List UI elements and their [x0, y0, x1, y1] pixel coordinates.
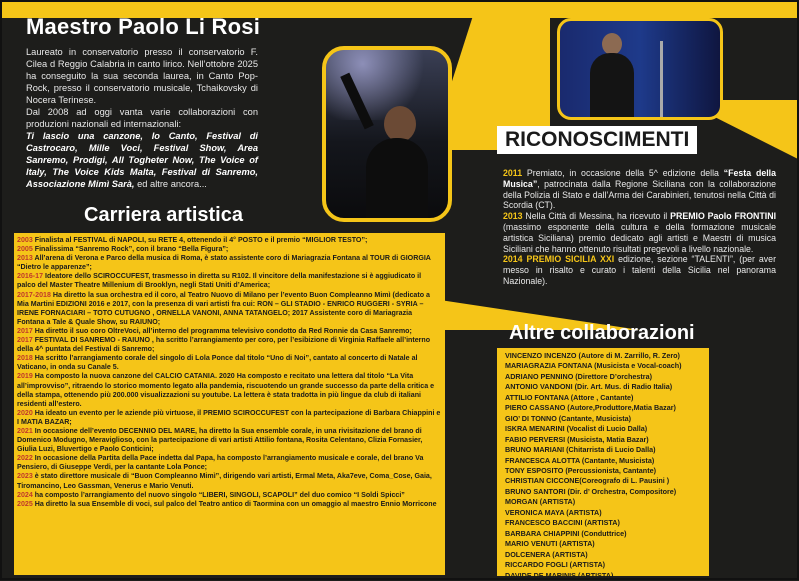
award-text: Nella Città di Messina, ha ricevuto il [522, 211, 671, 222]
award-year: 2014 [503, 254, 523, 265]
collaboration-item: CHRISTIAN CICCONE(Coreografo di L. Pausini ) [505, 476, 670, 486]
carriera-year: 2021 [17, 426, 33, 435]
bio-highlight: Ti lascio una canzone, Io Canto, Festival di Castrocaro, Mille Voci, Festival Show, Area Sanremo, Prodigi, All Togheter Now, The Voice of Italy, The Voice Kids Malta, Festival di Sanremo, Associazione Mimì Sarà, [26, 131, 258, 189]
award-text: edizione, sezione “TALENTI”, (per aver messo in risalto e curato i talenti della Sicilia nel panorama Nazionale). [503, 254, 776, 286]
award-year: 2011 [503, 168, 523, 178]
collaboration-item: ADRIANO PENNINO (Direttore D’orchestra) [505, 371, 652, 381]
collaboration-item: BRUNO SANTORI (Dir. d’ Orchestra, Compositore) [505, 486, 677, 496]
carriera-year: 2016-17 [17, 272, 44, 281]
carriera-entry [17, 291, 441, 327]
riconoscimenti-title: RICONOSCIMENTI [497, 126, 697, 154]
collaboration-item: DAVIDE DE MARINIS (ARTISTA) [505, 570, 614, 580]
carriera-year: 2020 [17, 408, 33, 417]
carriera-year: 2017 [17, 326, 33, 335]
award-text: Premiato, in occasione della 5^ edizione della [522, 168, 724, 178]
biography [26, 46, 258, 190]
award-entry [503, 211, 776, 254]
collaboration-item: MORGAN (ARTISTA) [505, 497, 576, 507]
carriera-text: All’arena di Verona e Parco della musica di Roma, è stato assistente coro di Mariagrazia Fontana al TOUR di GIORGIA “Dietro le apparenze”; [17, 254, 431, 272]
page-title: Maestro Paolo Li Rosi [26, 14, 261, 39]
carriera-entry [17, 491, 441, 500]
carriera-title: Carriera artistica [84, 204, 243, 226]
altre-list [505, 351, 715, 581]
carriera-text: Ha ideato un evento per le aziende più virtuose, il PREMIO SCIROCCUFEST con la partecipazione di Barbara Chiappini e I MATIA BAZAR; [17, 408, 441, 426]
award-entry [503, 254, 776, 286]
carriera-text: Finalista al FESTIVAL di NAPOLI, su RETE 4, ottenendo il 4° POSTO e il premio “MIGLIOR TESTO”; [32, 236, 368, 244]
carriera-text: Ha diretto il suo coro OltreVoci, all’interno del programma televisivo condotto da Red Ronnie da Casa Sanremo; [32, 326, 412, 335]
collaboration-item: DOLCENERA (ARTISTA) [505, 549, 588, 559]
carriera-text: Ideatore dello SCIROCCUFEST, trasmesso in diretta su R102. Il vincitore della manifestazione si è aggiudicato il palco del Master Theatre Millenium di Brooklyn, negli Stati Uniti d’America; [17, 272, 422, 290]
collaboration-item: ANTONIO VANDONI (Dir. Art. Mus. di Radio Italia) [505, 382, 673, 392]
collaboration-item: MARIO VENUTI (ARTISTA) [505, 539, 595, 549]
award-text: , patrocinata dalla Regione Siciliana con la collaborazione della Polizia di Stato e dall’Arma dei Carabinieri, tenutosi nella Città di Scordia (CT). [503, 178, 776, 211]
collaboration-item: BRUNO MARIANI (Chitarrista di Lucio Dalla) [505, 445, 656, 455]
carriera-entry [17, 454, 441, 472]
award-name: PREMIO SICILIA XXI [522, 254, 615, 265]
carriera-year: 2018 [17, 354, 33, 363]
collaboration-item: FRANCESCA ALOTTA (Cantante, Musicista) [505, 455, 655, 465]
carriera-entry [17, 472, 441, 490]
carriera-text: In occasione della Partita della Pace indetta dal Papa, ha composto l’arrangiamento musicale e corale, del brano Va Pensiero, di Giuseppe Verdi, per la cantante Lola Ponce; [17, 454, 424, 472]
carriera-entry [17, 372, 441, 408]
collaboration-item: TONY ESPOSITO (Percussionista, Cantante) [505, 465, 656, 475]
carriera-year: 2019 [17, 372, 33, 381]
bio-paragraph-3 [26, 130, 258, 190]
carriera-entry [17, 327, 441, 336]
collaboration-item: GIO’ DI TONNO (Cantante, Musicista) [505, 413, 632, 423]
carriera-year: 2025 [17, 499, 33, 508]
carriera-year: 2013 [17, 254, 33, 263]
bio-paragraph-2: Dal 2008 ad oggi vanta varie collaborazioni con produzioni nazionali ed internazionali: [26, 107, 258, 129]
collaboration-item: RICCARDO FOGLI (ARTISTA) [505, 560, 606, 570]
collaboration-item: VERONICA MAYA (ARTISTA) [505, 507, 602, 517]
carriera-year: 2005 [17, 245, 33, 254]
collaboration-item: ATTILIO FONTANA (Attore , Cantante) [505, 392, 634, 402]
carriera-entry [17, 336, 441, 354]
carriera-text: FESTIVAL DI SANREMO - RAIUNO , ha scritto l’arrangiamento per coro, per l’esibizione di Virginia Raffaele all’interno della 4^ puntata del Festival di Sanremo; [17, 336, 431, 354]
award-text: (massimo esponente della cultura e della formazione musicale artistica Siciliana) premio dedicato agli artisti e Maestri di musica Siciliani che hanno ottenuto risultati pregevoli a livello nazionale. [503, 221, 776, 254]
conductor-photo [557, 18, 723, 120]
carriera-text: In occasione dell’evento DECENNIO DEL MARE, ha diretto la Sua ensemble corale, in una rivisitazione del brano di Domenico Modugno, Meraviglioso, con la partecipazione di vari artisti Attilio fontana, Rosita Celentano, Clizia Fornasier, Giulia Luzi, Bluvertigo e Paolo Conticini; [17, 426, 423, 454]
carriera-text: Ha scritto l’arrangiamento corale del singolo di Lola Ponce dal titolo “Uno di Noi”, cantato al concerto di Natale al Vaticano, in onda su Canale 5. [17, 354, 418, 372]
collaboration-item: MARIAGRAZIA FONTANA (Musicista e Vocal-coach) [505, 361, 682, 371]
carriera-entry [17, 500, 441, 509]
carriera-entry [17, 354, 441, 372]
carriera-entry [17, 245, 441, 254]
award-year: 2013 [503, 211, 523, 222]
collaboration-item: VINCENZO INCENZO (Autore di M. Zarrillo, R. Zero) [505, 351, 680, 360]
riconoscimenti-list [503, 168, 776, 287]
carriera-year: 2017 [17, 336, 33, 345]
collaboration-item: FRANCESCO BACCINI (ARTISTA) [505, 518, 620, 528]
carriera-year: 2024 [17, 490, 33, 499]
carriera-entry [17, 409, 441, 427]
carriera-text: Ha diretto la sua orchestra ed il coro, al Teatro Nuovo di Milano per l’evento Buon Compleanno Mimì (dedicato a Mia Martini EDIZIONI 2016 e 2017, con la presenza di vari artisti fra cui: RON – GLI STADIO - ENRICO RUGGERI - SYRIA – IRENE FORNACIARI – TOTO CUTUGNO , ORNELLA VANONI, ANNA TATANGELO; 2017 Assistente coro di Mariagrazia Fontana a Tale & Quale Show, su RAIUNO; [17, 290, 430, 326]
carriera-text: ha composto l’arrangiamento del nuovo singolo “LIBERI, SINGOLI, SCAPOLI” del duo comico “I Soldi Spicci” [32, 490, 405, 499]
award-name: “Festa della Musica” [503, 168, 776, 189]
carriera-year: 2003 [17, 236, 33, 244]
carriera-entry [17, 236, 441, 245]
carriera-entry [17, 254, 441, 272]
collaboration-item: FABIO PERVERSI (Musicista, Matia Bazar) [505, 434, 649, 444]
award-entry [503, 168, 776, 211]
bio-tail: ed altre ancora... [134, 179, 207, 189]
carriera-text: Ha composto la nuova canzone del CALCIO CATANIA. 2020 Ha composto e recitato una lettera dal titolo “La Vita all’improvviso”, ritraendo lo storico momento legato alla pandemia, riscuotendo un grande successo da parte della critica e della stampa, ottenendo più 200.000 visualizzazioni su youtube. La lettera è stata tradotta in più lingue da club di italiani residenti all’estero. [17, 372, 435, 408]
bio-paragraph-1: Laureato in conservatorio presso il conservatorio F. Cilea d Reggio Calabria in canto lirico. Nell’ottobre 2025 ha conseguito la sua seconda laurea, in Canto Pop-Rock, presso il conservatorio musicale, Tchaikovsky di Nocera Terinese. [26, 47, 258, 105]
carriera-text: Ha diretto la sua Ensemble di voci, sul palco del Teatro antico di Taormina con un omaggio al maestro Ennio Morricone [32, 499, 437, 508]
carriera-entry [17, 272, 441, 290]
altre-title: Altre collaborazioni [509, 322, 695, 344]
collaboration-item: BARBARA CHIAPPINI (Conduttrice) [505, 528, 627, 538]
carriera-text: è stato direttore musicale di “Buon Compleanno Mimì”, dirigendo vari artisti, Ermal Meta, Aka7eve, Coma_Cose, Gaia, Tiromancino, Leo Gassman, Venerus e Mario Venuti. [17, 472, 432, 490]
collaboration-item: ISKRA MENARINI (Vocalist di Lucio Dalla) [505, 424, 648, 434]
performer-photo [322, 46, 452, 222]
carriera-year: 2017-2018 [17, 290, 51, 299]
carriera-entry [17, 427, 441, 454]
award-name: PREMIO Paolo FRONTINI [670, 211, 777, 222]
carriera-list [17, 236, 441, 509]
carriera-year: 2022 [17, 454, 33, 463]
carriera-year: 2023 [17, 472, 33, 481]
carriera-text: Finalissima “Sanremo Rock”, con il brano “Bella Figura”; [32, 245, 229, 254]
collaboration-item: PIERO CASSANO (Autore,Produttore,Matia Bazar) [505, 403, 676, 413]
